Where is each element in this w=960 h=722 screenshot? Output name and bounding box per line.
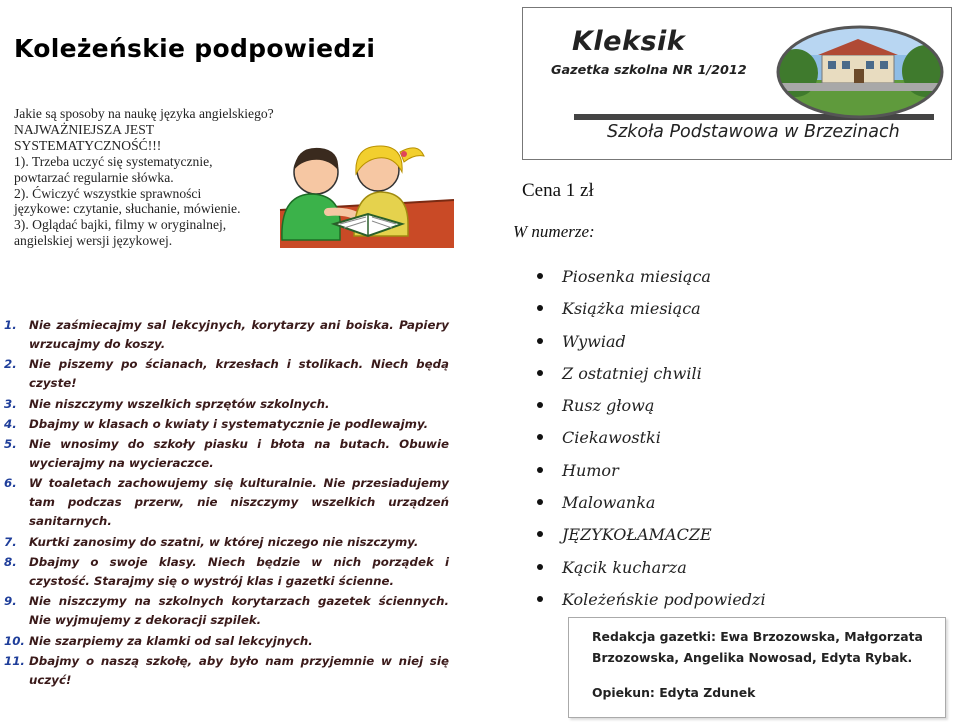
rule-number: 9. xyxy=(4,594,17,609)
list-item xyxy=(537,364,766,396)
toc-item-label: Książka miesiąca xyxy=(562,299,701,319)
rule-number: 10. xyxy=(4,633,25,648)
rule-number: 2. xyxy=(4,357,17,372)
bullet-icon xyxy=(537,434,543,440)
bullet-icon xyxy=(537,370,543,376)
list-item xyxy=(4,533,449,552)
editors-line: Brzozowska, Angelika Nowosad, Edyta Rybak. xyxy=(592,649,913,665)
list-item xyxy=(4,355,449,393)
list-item xyxy=(4,415,449,434)
newspaper-subtitle: Gazetka szkolna NR 1/2012 xyxy=(551,63,747,78)
editors-line: Redakcja gazetki: Ewa Brzozowska, Małgorzata xyxy=(592,629,923,644)
guardian-line: Opiekun: Edyta Zdunek xyxy=(592,685,756,700)
list-item xyxy=(537,299,766,331)
rule-number: 6. xyxy=(4,476,17,491)
toc-item-label: Malowanka xyxy=(562,493,656,513)
bullet-icon xyxy=(537,564,543,570)
rule-number: 8. xyxy=(4,555,17,570)
list-item xyxy=(4,652,449,690)
rule-number: 5. xyxy=(4,437,17,452)
rule-text: Nie piszemy po ścianach, krzesłach i stolikach. Niech będą czyste! xyxy=(29,357,449,391)
rule-number: 11. xyxy=(4,653,25,668)
editorial-credits xyxy=(568,617,946,718)
rule-number: 1. xyxy=(4,318,17,332)
list-item xyxy=(537,428,766,460)
list-item xyxy=(537,332,766,364)
list-item xyxy=(4,435,449,473)
list-item xyxy=(4,316,449,354)
rule-text: Dbajmy o swoje klasy. Niech będzie w nich porządek i czystość. Starajmy się o wystrój klas i gazetki ścienne. xyxy=(29,555,449,589)
tips-line: 2). Ćwiczyć wszystkie sprawności xyxy=(14,185,202,201)
tips-line: angielskiej wersji językowej. xyxy=(14,233,173,249)
toc-item-label: Koleżeńskie podpowiedzi xyxy=(562,589,766,609)
list-item xyxy=(4,592,449,630)
kids-reading-illustration xyxy=(268,140,454,248)
list-item xyxy=(537,461,766,493)
toc-item-label: Humor xyxy=(562,460,619,480)
toc-item-label: Ciekawostki xyxy=(562,428,661,448)
rule-number: 4. xyxy=(4,416,17,431)
list-item xyxy=(537,396,766,428)
price-label: Cena 1 zł xyxy=(522,180,594,201)
in-issue-label: W numerze: xyxy=(513,222,595,241)
list-item xyxy=(4,395,449,414)
bullet-icon xyxy=(537,499,543,505)
rule-text: Dbajmy o naszą szkołę, aby było nam przyjemnie w niej się uczyć! xyxy=(29,653,449,687)
toc-item-label: Piosenka miesiąca xyxy=(562,267,711,286)
rule-text: Nie szarpiemy za klamki od sal lekcyjnych. xyxy=(29,633,313,648)
tips-line: językowe: czytanie, słuchanie, mówienie. xyxy=(14,201,241,217)
toc-item-label: Rusz głową xyxy=(562,396,655,416)
tips-line: 3). Oglądać bajki, filmy w oryginalnej, xyxy=(14,217,227,233)
bullet-icon xyxy=(537,596,543,602)
page-title: Koleżeńskie podpowiedzi xyxy=(14,34,376,63)
rule-text: Nie niszczymy wszelkich sprzętów szkolnych. xyxy=(29,396,330,411)
school-building-photo xyxy=(776,25,944,119)
list-item xyxy=(537,525,766,557)
rule-text: Nie niszczymy na szkolnych korytarzach gazetek ściennych. Nie wyjmujemy z dekoracji szpilek. xyxy=(29,594,449,628)
tips-line: NAJWAŻNIEJSZA JEST xyxy=(14,121,155,137)
list-item xyxy=(537,493,766,525)
rule-number: 3. xyxy=(4,396,17,411)
list-item xyxy=(4,474,449,531)
rule-text: W toaletach zachowujemy się kulturalnie. Nie przesiadujemy tam podczas przerw, nie niszczymy wszelkich urządzeń sanitarnych. xyxy=(29,476,449,529)
bullet-icon xyxy=(537,273,543,279)
bullet-icon xyxy=(537,338,543,344)
rule-text: Kurtki zanosimy do szatni, w której niczego nie niszczymy. xyxy=(29,534,419,549)
list-item xyxy=(537,267,766,299)
list-item xyxy=(537,558,766,590)
toc-item-label: Kącik kucharza xyxy=(562,557,687,577)
list-item xyxy=(4,632,449,651)
school-name: Szkoła Podstawowa w Brzezinach xyxy=(607,122,900,142)
tips-line: SYSTEMATYCZNOŚĆ!!! xyxy=(14,137,162,153)
bullet-icon xyxy=(537,531,543,537)
language-tips xyxy=(14,106,279,249)
toc-item-label: JĘZYKOŁAMACZE xyxy=(562,525,712,545)
list-item xyxy=(4,553,449,591)
rule-number: 7. xyxy=(4,534,17,549)
newspaper-title: Kleksik xyxy=(572,26,686,57)
toc-item-label: Wywiad xyxy=(562,331,626,351)
rule-text: Dbajmy w klasach o kwiaty i systematycznie je podlewajmy. xyxy=(29,416,429,431)
rule-text: Nie zaśmiecajmy sal lekcyjnych, korytarzy ani boiska. Papiery wrzucajmy do koszy. xyxy=(29,318,449,351)
tips-line: powtarzać regularnie słówka. xyxy=(14,169,174,185)
toc-item-label: Z ostatniej chwili xyxy=(562,363,702,383)
tips-line: 1). Trzeba uczyć się systematycznie, xyxy=(14,153,213,169)
bullet-icon xyxy=(537,467,543,473)
rule-text: Nie wnosimy do szkoły piasku i błota na butach. Obuwie wycierajmy na wycieraczce. xyxy=(29,437,449,471)
table-of-contents xyxy=(537,267,766,622)
bullet-icon xyxy=(537,402,543,408)
school-rules-list xyxy=(4,316,449,691)
bullet-icon xyxy=(537,305,543,311)
tips-line: Jakie są sposoby na naukę języka angielskiego? xyxy=(14,106,274,121)
